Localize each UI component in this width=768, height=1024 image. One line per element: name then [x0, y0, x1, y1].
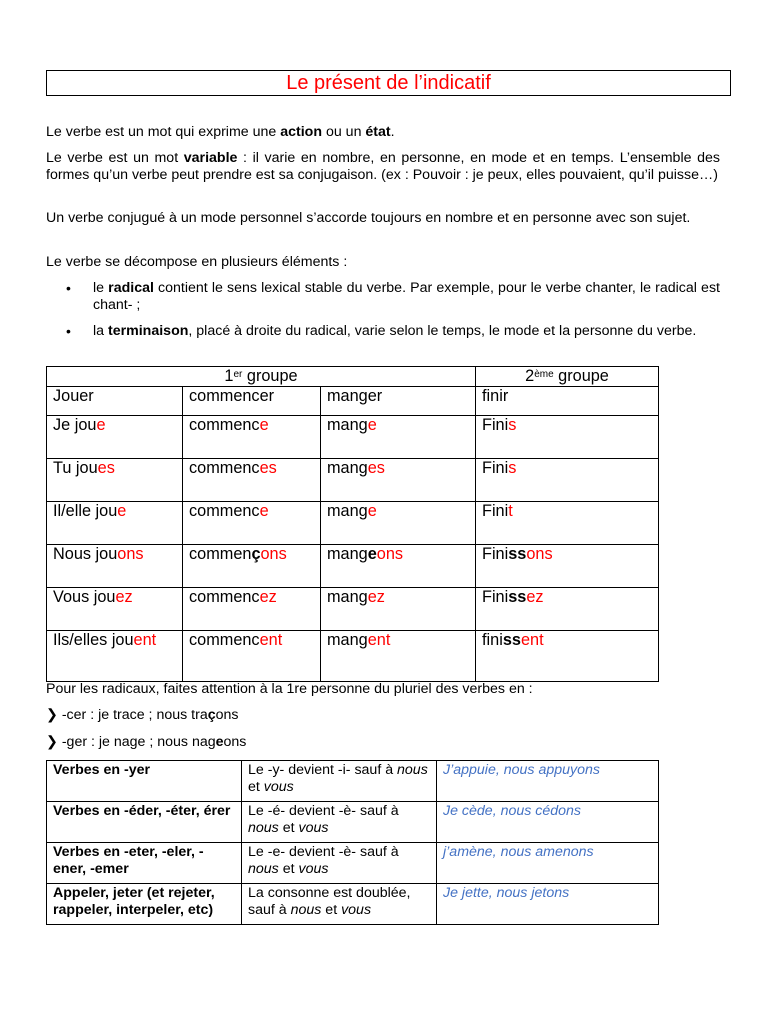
ger-line: [46, 734, 246, 751]
text: groupe: [242, 367, 298, 385]
rules-rows: [47, 761, 659, 925]
ending: e: [96, 416, 106, 434]
ending: ez: [367, 588, 385, 606]
table-row: [47, 459, 659, 502]
ending: ez: [526, 588, 544, 606]
bullet-icon: •: [66, 280, 71, 296]
table-cell: [476, 459, 659, 502]
text: Le -e- devient -è- sauf à: [248, 844, 399, 860]
table-cell: [183, 459, 321, 502]
ending: e: [367, 502, 377, 520]
table-cell: manger: [321, 387, 476, 416]
rule-cell: [242, 761, 437, 802]
text-vous: vous: [298, 861, 329, 877]
radicals-note: Pour les radicaux, faites attention à la 1re personne du pluriel des verbes en :: [46, 681, 533, 697]
table-cell: [183, 545, 321, 588]
ending: es: [97, 459, 115, 477]
text: , placé à droite du radical, varie selon le temps, le mode et la personne du verbe.: [188, 323, 697, 339]
table-row: [47, 502, 659, 545]
radical: mang: [327, 545, 368, 563]
text: le: [93, 280, 109, 296]
table-cell: [47, 459, 183, 502]
table-cell: [47, 631, 183, 682]
verb-group: Verbes en -yer: [47, 761, 242, 802]
table-cell: [321, 588, 476, 631]
text-vous: vous: [341, 902, 372, 918]
bold-radical-letter: e: [367, 545, 377, 563]
radical: Vous jou: [53, 588, 116, 606]
radical: Nous jou: [53, 545, 118, 563]
radical: Tu jou: [53, 459, 98, 477]
text: La consonne est doublée, sauf à: [248, 885, 411, 918]
table-row: [47, 761, 659, 802]
radical: Fini: [482, 502, 509, 520]
chevron-right-icon: ❯: [46, 734, 58, 750]
table-cell: [183, 502, 321, 545]
bold-variable: variable: [183, 150, 238, 166]
radical: commenc: [189, 502, 260, 520]
table-row: [47, 588, 659, 631]
table-cell: [476, 545, 659, 588]
radical: Fini: [482, 416, 509, 434]
table-cell: [183, 631, 321, 682]
text-nous: nous: [248, 820, 279, 836]
intro-paragraph-3: Un verbe conjugué à un mode personnel s’accorde toujours en nombre et en personne avec son sujet.: [46, 210, 691, 226]
table-row: [47, 843, 659, 884]
bold-etat: état: [365, 124, 391, 140]
radical: Fini: [482, 459, 509, 477]
radical: commenc: [189, 631, 260, 649]
ending: ez: [115, 588, 133, 606]
radical: commenc: [189, 416, 260, 434]
text: Le -y- devient -i- sauf à: [248, 762, 398, 778]
example-cell: Je cède, nous cédons: [437, 802, 659, 843]
table-cell: finir: [476, 387, 659, 416]
text: et: [321, 902, 342, 918]
chevron-right-icon: ❯: [46, 707, 58, 723]
ending: ons: [117, 545, 144, 563]
intro-paragraph-1: [46, 124, 720, 141]
intro-paragraph-2: [46, 150, 720, 184]
table-cell: commencer: [183, 387, 321, 416]
ending: ent: [133, 631, 157, 649]
table-cell: [476, 588, 659, 631]
text: et: [278, 861, 299, 877]
bold-radical: radical: [108, 280, 154, 296]
text: Le verbe est un mot qui exprime une: [46, 124, 281, 140]
bold-letter: ç: [207, 707, 216, 723]
text: groupe: [553, 367, 609, 385]
ending: s: [508, 416, 517, 434]
rule-cell: [242, 843, 437, 884]
ending: e: [117, 502, 127, 520]
verb-group: Appeler, jeter (et rejeter, rappeler, interpeler, etc): [47, 884, 242, 925]
ending: ez: [259, 588, 277, 606]
ending: ons: [376, 545, 404, 563]
bold-letter: e: [215, 734, 224, 750]
text-nous: nous: [397, 762, 428, 778]
radical: mang: [327, 459, 368, 477]
spelling-rules-table: [46, 760, 659, 925]
table-cell: [321, 459, 476, 502]
text: et: [278, 820, 299, 836]
text: -cer : je trace ; nous tra: [57, 707, 208, 723]
text: -ger : je nage ; nous nag: [57, 734, 216, 750]
ending: ons: [260, 545, 287, 563]
table-cell: [47, 416, 183, 459]
table-cell: [321, 631, 476, 682]
table-cell: [476, 631, 659, 682]
radical: Il/elle jou: [53, 502, 118, 520]
text-vous: vous: [298, 820, 329, 836]
ending: e: [259, 502, 269, 520]
example-cell: J’appuie, nous appuyons: [437, 761, 659, 802]
header-group-1: [47, 367, 476, 387]
text: contient le sens lexical stable du verbe. Par exemple, pour le verbe chanter, le radical est chant- ;: [93, 280, 720, 313]
radical: Ils/elles jou: [53, 631, 134, 649]
superscript: ème: [534, 369, 554, 380]
table-cell: [47, 588, 183, 631]
bold-terminaison: terminaison: [107, 323, 189, 339]
ending: ent: [520, 631, 544, 649]
table-cell: [476, 502, 659, 545]
ending: ent: [259, 631, 283, 649]
table-row: [47, 416, 659, 459]
text: 1: [224, 367, 234, 385]
ending: es: [259, 459, 277, 477]
table-cell: Jouer: [47, 387, 183, 416]
superscript: er: [233, 369, 243, 380]
bold-radical-letter: ss: [502, 631, 521, 649]
verb-group: Verbes en -éder, -éter, érer: [47, 802, 242, 843]
bullet-terminaison: [93, 323, 720, 340]
ending: es: [367, 459, 385, 477]
table-row: [47, 631, 659, 682]
radical: Fini: [482, 588, 509, 606]
table-cell: [321, 545, 476, 588]
bold-radical-letter: ç: [251, 545, 261, 563]
table-row: [47, 802, 659, 843]
table-row: [47, 884, 659, 925]
text-vous: vous: [263, 779, 294, 795]
header-group-2: [476, 367, 659, 387]
text-nous: nous: [248, 861, 279, 877]
text: 2: [525, 367, 535, 385]
radical: mang: [327, 502, 368, 520]
text: et: [248, 779, 264, 795]
radical: Je jou: [53, 416, 97, 434]
text: .: [390, 124, 395, 140]
text-nous: nous: [290, 902, 322, 918]
bullet-radical: [93, 280, 720, 314]
ending: e: [259, 416, 269, 434]
table-cell: [47, 502, 183, 545]
table-cell: [476, 416, 659, 459]
radical: mang: [327, 631, 368, 649]
table-cell: [183, 416, 321, 459]
ending: t: [508, 502, 513, 520]
cer-line: [46, 707, 238, 724]
ending: s: [508, 459, 517, 477]
intro-paragraph-4: Le verbe se décompose en plusieurs éléments :: [46, 254, 348, 270]
rule-cell: [242, 884, 437, 925]
radical: commen: [189, 545, 252, 563]
text: ons: [215, 707, 239, 723]
bold-radical-letter: ss: [508, 588, 527, 606]
ending: e: [367, 416, 377, 434]
example-cell: j’amène, nous amenons: [437, 843, 659, 884]
text: Le -é- devient -è- sauf à: [248, 803, 399, 819]
ending: ent: [367, 631, 391, 649]
text: : il varie en nombre, en personne, en mode et en temps. L’ensemble des formes qu’un verbe peut prendre est sa conjugaison. (ex : Pouvoir : je peux, elles pouvaient, qu’il puisse…): [46, 150, 720, 183]
verb-group: Verbes en -eter, -eler, -ener, -emer: [47, 843, 242, 884]
ending: ons: [526, 545, 553, 563]
example-cell: Je jette, nous jetons: [437, 884, 659, 925]
bold-action: action: [280, 124, 323, 140]
conjugation-table: [46, 366, 659, 682]
table-cell: [321, 416, 476, 459]
text: ons: [223, 734, 247, 750]
table-cell: [47, 545, 183, 588]
bold-radical-letter: ss: [508, 545, 527, 563]
radical: mang: [327, 588, 368, 606]
text: la: [93, 323, 108, 339]
table-row-infinitives: [47, 387, 659, 416]
radical: mang: [327, 416, 368, 434]
bullet-icon: •: [66, 323, 71, 339]
conjugation-rows: [47, 416, 659, 682]
text: Le verbe est un mot: [46, 150, 184, 166]
table-row: [47, 545, 659, 588]
radical: commenc: [189, 459, 260, 477]
table-header-row: [47, 367, 659, 387]
page-title: Le présent de l’indicatif: [46, 70, 731, 96]
radical: commenc: [189, 588, 260, 606]
radical: fini: [482, 631, 503, 649]
radical: Fini: [482, 545, 509, 563]
text: ou un: [322, 124, 366, 140]
table-cell: [321, 502, 476, 545]
rule-cell: [242, 802, 437, 843]
table-cell: [183, 588, 321, 631]
